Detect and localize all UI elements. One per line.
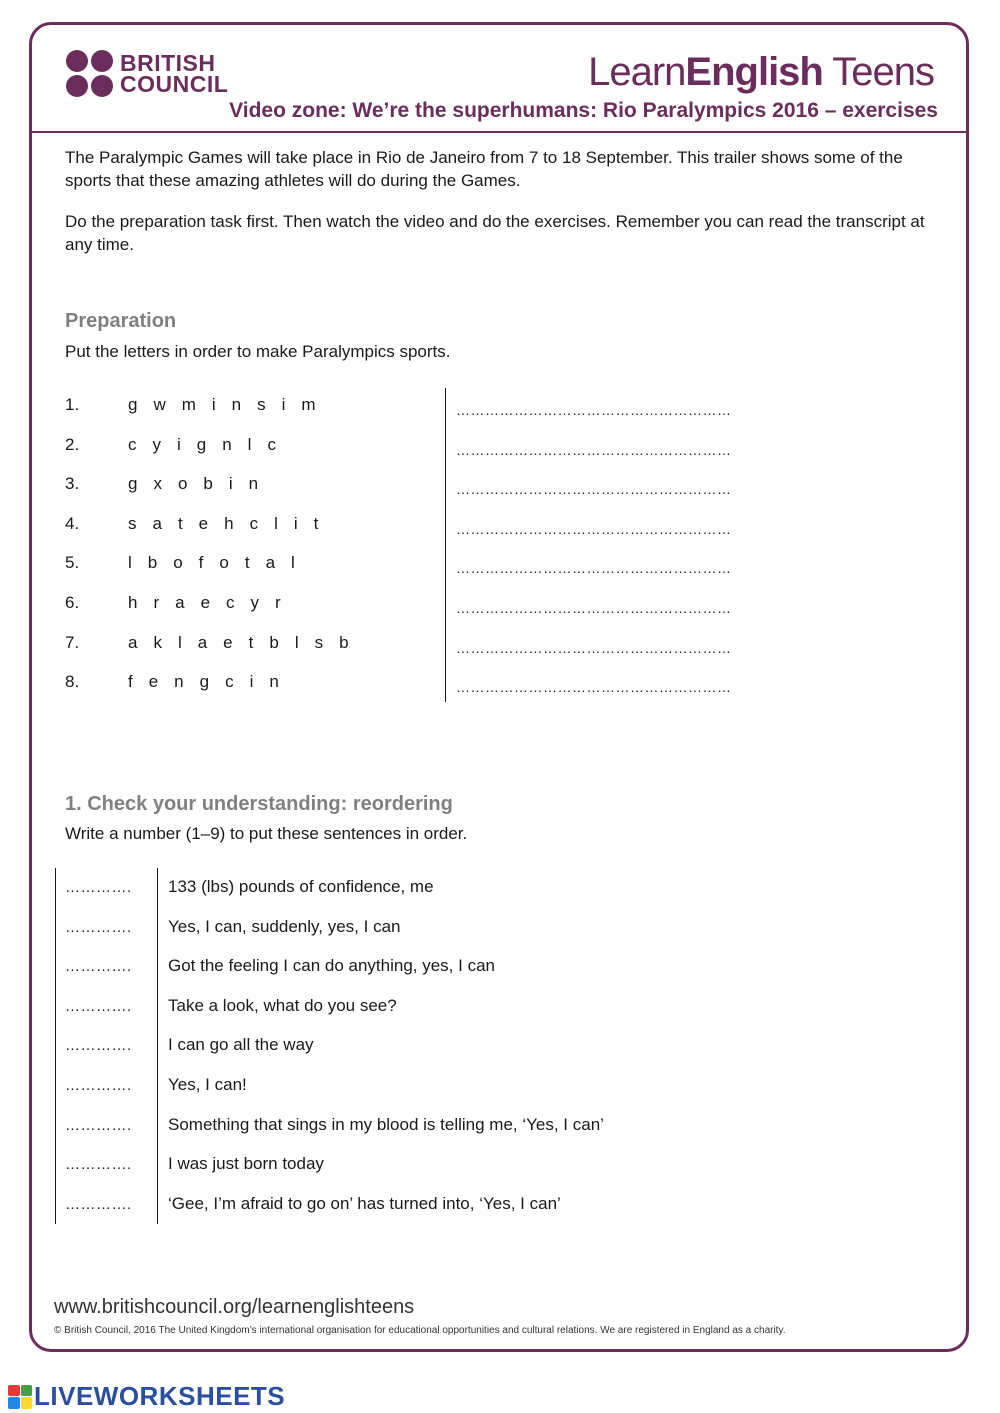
brand-english: English (685, 50, 823, 94)
preparation-item-number: 8. (65, 672, 80, 692)
lw-square (21, 1397, 33, 1409)
footer-url: www.britishcouncil.org/learnenglishteens (54, 1296, 415, 1318)
preparation-answer-field[interactable]: ………………………………………………… (456, 402, 732, 418)
preparation-answer-field[interactable]: ………………………………………………… (456, 639, 732, 656)
preparation-divider (445, 388, 446, 702)
order-sentence: I was just born today (168, 1154, 324, 1174)
order-sentence: ‘Gee, I’m afraid to go on’ has turned into, ‘Yes, I can’ (168, 1193, 561, 1213)
exercise1-instruction: Write a number (1–9) to put these sentences in order. (65, 824, 468, 843)
exercise1-heading: 1. Check your understanding: reordering (65, 793, 453, 815)
order-table-column-rule (157, 868, 158, 1224)
preparation-item-number: 2. (65, 434, 80, 454)
order-sentence: 133 (lbs) pounds of confidence, me (168, 877, 434, 896)
order-sentence: Yes, I can! (168, 1075, 247, 1094)
preparation-answer-field[interactable]: ………………………………………………… (456, 679, 732, 696)
intro-paragraph-1: The Paralympic Games will take place in Rio de Janeiro from 7 to 18 September. This trailer shows some of the sports that these amazing athletes will do during the Games. (65, 148, 903, 190)
preparation-item-number: 6. (65, 593, 80, 612)
order-number-field[interactable]: …………. (65, 918, 132, 936)
order-sentence: Got the feeling I can do anything, yes, I can (168, 956, 495, 976)
lw-square (21, 1385, 33, 1397)
liveworksheets-icon (8, 1385, 32, 1409)
intro-paragraph-2: Do the preparation task first. Then watch the video and do the exercises. Remember you can read the transcript at any time. (65, 212, 925, 254)
order-number-field[interactable]: …………. (65, 879, 132, 896)
order-table-left-rule (55, 868, 56, 1224)
preparation-item-letters: gxobin (128, 474, 275, 494)
preparation-item-number: 4. (65, 513, 80, 533)
lw-square (8, 1397, 20, 1409)
logo-line-2: COUNCIL (120, 71, 229, 97)
brand-learn: Learn (588, 50, 686, 94)
order-number-field[interactable]: …………. (65, 1116, 132, 1134)
learnenglish-teens-logo (588, 50, 934, 95)
preparation-item-letters: cyignlc (128, 434, 292, 454)
order-number-field[interactable]: …………. (65, 1077, 132, 1094)
brand-teens: Teens (832, 50, 934, 94)
order-sentence: Yes, I can, suddenly, yes, I can (168, 916, 401, 936)
preparation-answer-field[interactable]: ………………………………………………… (456, 481, 732, 498)
preparation-answer-field[interactable]: ………………………………………………… (456, 560, 732, 577)
header-divider (31, 131, 968, 133)
preparation-item-number: 3. (65, 474, 80, 494)
order-sentence: Take a look, what do you see? (168, 995, 397, 1015)
preparation-item-letters: aklaetblsb (128, 632, 365, 652)
logo-line-1: BRITISH (120, 50, 216, 76)
british-council-dots-icon (66, 50, 116, 98)
preparation-item-number: 5. (65, 553, 80, 573)
footer-legal: © British Council, 2016 The United Kingdom’s international organisation for educational opportunities and cultural relations. We are registered in England as a charity. (54, 1325, 786, 1336)
preparation-item-letters: hraecyr (128, 593, 297, 612)
preparation-instruction: Put the letters in order to make Paralympics sports. (65, 342, 451, 361)
preparation-answer-field[interactable]: ………………………………………………… (456, 600, 732, 616)
order-number-field[interactable]: …………. (65, 958, 132, 976)
preparation-item-letters: satehclit (128, 513, 335, 533)
document-title: Video zone: We’re the superhumans: Rio Paralympics 2016 – exercises (229, 99, 938, 122)
preparation-item-letters: lbofotal (128, 553, 311, 573)
preparation-answer-field[interactable]: ………………………………………………… (456, 441, 732, 458)
order-number-field[interactable]: …………. (65, 1156, 132, 1174)
order-sentence: I can go all the way (168, 1035, 314, 1055)
preparation-item-letters: fengcin (128, 672, 295, 692)
order-number-field[interactable]: …………. (65, 1195, 132, 1213)
lw-square (8, 1385, 20, 1397)
preparation-item-number: 7. (65, 632, 80, 652)
preparation-item-letters: gwminsim (128, 395, 332, 414)
order-number-field[interactable]: …………. (65, 997, 132, 1015)
order-number-field[interactable]: …………. (65, 1037, 132, 1055)
british-council-logo (66, 50, 228, 98)
liveworksheets-logo (8, 1381, 285, 1412)
preparation-item-number: 1. (65, 395, 80, 414)
preparation-answer-field[interactable]: ………………………………………………… (456, 520, 732, 537)
liveworksheets-text: LIVEWORKSHEETS (34, 1381, 286, 1411)
preparation-heading: Preparation (65, 310, 177, 332)
order-sentence: Something that sings in my blood is telling me, ‘Yes, I can’ (168, 1114, 604, 1134)
